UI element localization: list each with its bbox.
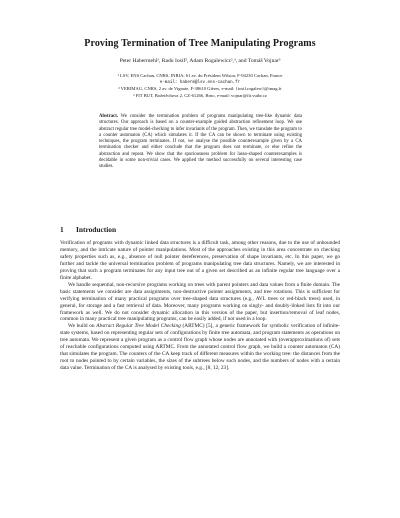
author-list: Peter Habermehl¹, Radu Iosif², Adam Rogalewicz²,³, and Tomáš Vojnar³ [119, 58, 281, 64]
affiliation-1-email: e-mail: haberm@lsv.ens-cachan.fr [159, 81, 241, 86]
affiliation-1 [70, 73, 330, 86]
paragraph-1: Verification of programs with dynamic linked data structures is a difficult task, among other reasons, due to the use of unbounded memory, and the intricate nature of pointer manipulations. Most of the approaches existing in this area concentrate on checking safety properties such as, e.g., absence of null pointer dereferences, preservation of shape invariants, etc. In this paper, we go further and tackle the universal termination problem of programs manipulating tree data structures. Namely, we are interested in proving that such a program terminates for any input tree out of a given set described as an infinite regular tree language over a finite alphabet. [60, 240, 340, 281]
affiliation-3 [70, 93, 330, 99]
paragraph-2: We handle sequential, non-recursive programs working on trees with parent pointers and data values from a finite domain. The basic statements we consider are data assignments, non-destructive pointer assignments, and tree rotations. This is sufficient for verifying termination of many practical programs over tree-shaped data structures (e.g., AVL trees or red-black trees) used, in general, for storage and a fast retrieval of data. Moreover, many programs working on singly- and doubly-linked lists fit into our framework as well. We do not consider dynamic allocation in this version of the paper, but insertion/removal of leaf nodes, common in many practical tree manipulating programs, can be easily added, if not used in a loop. [60, 281, 340, 323]
abstract-label: Abstract. [99, 114, 119, 119]
paper-title: Proving Termination of Tree Manipulating Programs [84, 38, 316, 49]
affiliations [70, 73, 330, 99]
paragraph-3 [60, 323, 340, 372]
body-text [60, 240, 340, 372]
affiliation-3-text: ³ FIT BUT, Božetěchova 2, CZ-61266, Brno, e-mail: vojnar@fit.vutbr.cz [133, 92, 267, 98]
abstract [99, 114, 302, 171]
paragraph-3-italic: Abstract Regular Tree Model Checking [96, 323, 181, 330]
abstract-text: We consider the termination problem of programs manipulating tree-like dynamic data structures. Our approach is based on a counter-example guided abstraction refinement loop. We use abstract regular tree model-checking to infer invariants of the program. Then, we translate the program to a counter automaton (CA) which simulates it. If the CA can be shown to terminate using existing techniques, the program terminates. If not, we analyse the possible counterexample given by a CA termination checker and either conclude that the program does not terminate, or else refine the abstraction and repeat. We show that the spuriousness problem for lasso-shaped counterexamples is decidable in some non-trivial cases. We applied the method successfully on several interesting case studies. [99, 114, 302, 170]
paragraph-3-suffix: (ARTMC) [5], a generic framework for symbolic verification of infinite-state systems, based on representing regular sets of configurations by finite tree automata, and program statements as operations on tree automata. We represent a given program as a control flow graph whose nodes are annotated with (overapproximations of) sets of reachable configurations computed using ARTMC. From the annotated control flow graph, we build a counter automaton (CA) that simulates the program. The counters of the CA keep track of different measures within the working tree: the distances from the root to nodes pointed to by certain variables, the sizes of the subtrees below such nodes, and the numbers of nodes with a certain data value. Termination of the CA is analysed by existing tools, e.g., [8, 12, 23]. [60, 323, 340, 372]
section-heading [60, 225, 116, 234]
section-title: Introduction [76, 225, 117, 234]
affiliation-2-text: ² VERIMAG, CNRS, 2 av. de Vignate, F-38610 Gières, e-mail: {iosif,rogalew}@imag.fr [118, 86, 282, 92]
section-number: 1 [60, 225, 64, 234]
paragraph-3-prefix: We build on [68, 323, 97, 330]
affiliation-1-text: ¹ LSV, ENS Cachan, CNRS, INRIA; 61 av. du Président Wilson, F-94230 Cachan, France [117, 73, 283, 78]
